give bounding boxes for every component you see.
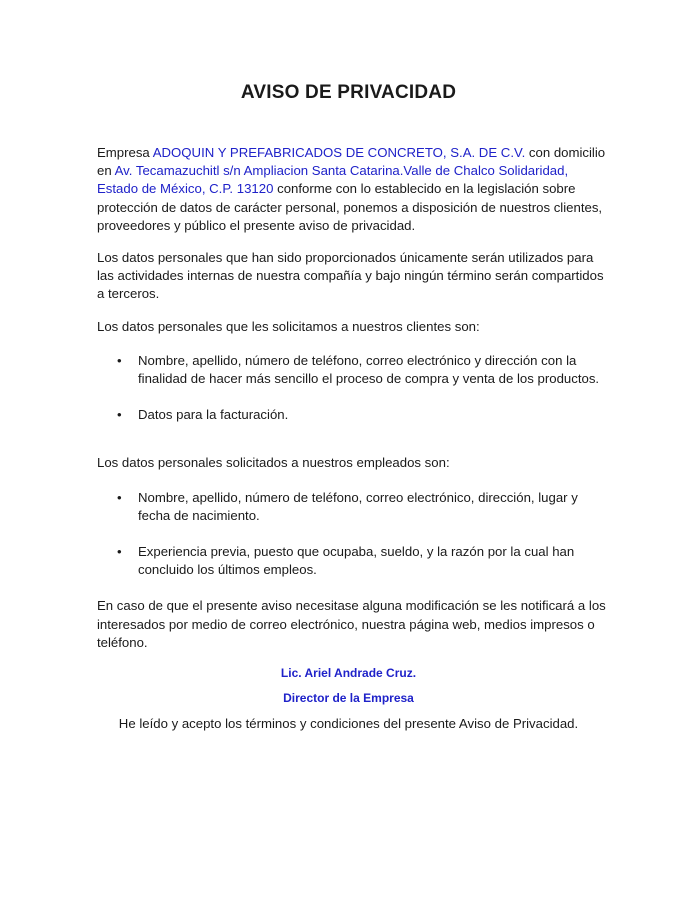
bullet-icon: • <box>117 407 122 423</box>
list-item-text: Experiencia previa, puesto que ocupaba, sueldo, y la razón por la cual han concluido los últimos empleos. <box>138 544 575 578</box>
usage-paragraph: Los datos personales que han sido proporcionados únicamente serán utilizados para las actividades internas de nuestra compañía y bajo ningún término serán compartidos a terceros. <box>97 250 604 302</box>
list-item <box>97 543 607 579</box>
list-item-text: Nombre, apellido, número de teléfono, correo electrónico y dirección con la finalidad de hacer más sencillo el proceso de compra y venta de los productos. <box>138 352 600 387</box>
document-title: AVISO DE PRIVACIDAD <box>240 82 457 103</box>
list-item <box>97 406 607 424</box>
company-name: ADOQUIN Y PREFABRICADOS DE CONCRETO, S.A. DE C.V. <box>152 145 526 160</box>
signature-role: Director de la Empresa <box>283 691 414 705</box>
modification-paragraph: En caso de que el presente aviso necesitase alguna modificación se les notificará a los interesados por medio de correo electrónico, nuestra página web, medios impresos o teléfono. <box>97 598 606 650</box>
acceptance-statement: He leído y acepto los términos y condiciones del presente Aviso de Privacidad. <box>118 716 579 731</box>
intro-mid: con domicilio en <box>97 145 606 179</box>
list-item-text: Datos para la facturación. <box>138 407 289 423</box>
bullet-icon: • <box>117 352 122 368</box>
bullet-icon: • <box>117 489 122 505</box>
clients-list <box>97 352 607 425</box>
intro-paragraph <box>97 144 607 235</box>
company-address: Av. Tecamazuchitl s/n Ampliacion Santa Catarina.Valle de Chalco Solidaridad, Estado de México, C.P. 13120 <box>97 163 569 197</box>
list-item <box>97 489 607 525</box>
intro-prefix: Empresa <box>97 145 153 160</box>
intro-suffix: conforme con lo establecido en la legislación sobre protección de datos de carácter personal, ponemos a disposición de nuestros clientes, proveedores y público el presente aviso de privacidad. <box>97 181 603 233</box>
clients-heading: Los datos personales que les solicitamos a nuestros clientes son: <box>97 318 480 334</box>
employees-list <box>97 489 607 580</box>
list-item <box>97 352 607 388</box>
bullet-icon: • <box>117 544 122 560</box>
signature-name: Lic. Ariel Andrade Cruz. <box>280 666 417 680</box>
employees-heading: Los datos personales solicitados a nuestros empleados son: <box>97 455 450 471</box>
document-body <box>97 144 607 666</box>
list-item-text: Nombre, apellido, número de teléfono, correo electrónico, dirección, lugar y fecha de nacimiento. <box>138 489 578 523</box>
